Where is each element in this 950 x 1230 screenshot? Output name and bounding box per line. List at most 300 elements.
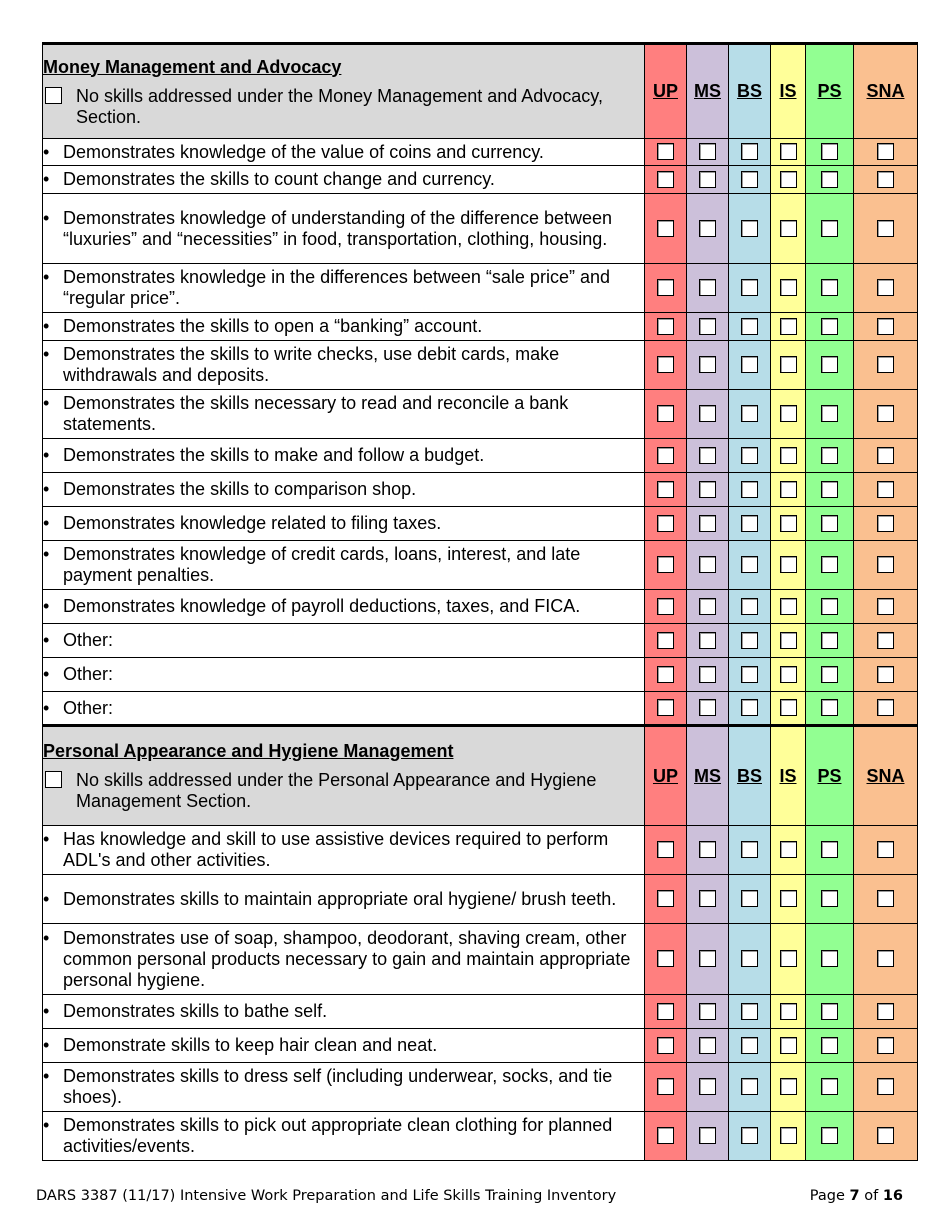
column-header-ps: PS <box>806 726 854 826</box>
skill-row <box>43 1029 918 1063</box>
rating-cell-is <box>771 1063 806 1112</box>
skill-description <box>43 264 645 313</box>
checkbox-ms[interactable] <box>699 666 716 683</box>
list-item <box>43 142 644 163</box>
checkbox-is[interactable] <box>780 171 797 188</box>
rating-cell-sna <box>854 390 918 439</box>
checkbox-is[interactable] <box>780 1078 797 1095</box>
rating-cell-is <box>771 924 806 995</box>
rating-cell-is <box>771 541 806 590</box>
skill-description <box>43 1112 645 1161</box>
checkbox-sna[interactable] <box>877 841 894 858</box>
checkbox-is[interactable] <box>780 1037 797 1054</box>
rating-cell-sna <box>854 924 918 995</box>
rating-cell-sna <box>854 1112 918 1161</box>
checkbox-ms[interactable] <box>699 556 716 573</box>
skill-description <box>43 924 645 995</box>
rating-cell-ms <box>687 1112 729 1161</box>
skill-row <box>43 624 918 658</box>
list-item <box>43 1001 644 1022</box>
checkbox-up[interactable] <box>657 1003 674 1020</box>
skill-row <box>43 166 918 194</box>
rating-cell-sna <box>854 1029 918 1063</box>
checkbox-is[interactable] <box>780 890 797 907</box>
rating-cell-is <box>771 692 806 726</box>
skill-description <box>43 1029 645 1063</box>
checkbox-ps[interactable] <box>821 405 838 422</box>
checkbox-up[interactable] <box>657 890 674 907</box>
checkbox-bs[interactable] <box>741 447 758 464</box>
rating-cell-up <box>645 166 687 194</box>
checkbox-ps[interactable] <box>821 447 838 464</box>
checkbox-ps[interactable] <box>821 841 838 858</box>
rating-cell-bs <box>729 473 771 507</box>
checkbox-bs[interactable] <box>741 515 758 532</box>
bullet: • <box>43 344 50 364</box>
rating-cell-up <box>645 341 687 390</box>
checkbox-sna[interactable] <box>877 1078 894 1095</box>
checkbox-ms[interactable] <box>699 447 716 464</box>
list-item <box>43 479 644 500</box>
checkbox-ps[interactable] <box>821 598 838 615</box>
checkbox-sna[interactable] <box>877 1127 894 1144</box>
checkbox-up[interactable] <box>657 1078 674 1095</box>
checkbox-sna[interactable] <box>877 405 894 422</box>
no-skills-label: No skills addressed under the Money Management and Advocacy, Section. <box>76 85 603 127</box>
checkbox-ps[interactable] <box>821 356 838 373</box>
checkbox-sna[interactable] <box>877 699 894 716</box>
section-header-row <box>43 44 918 139</box>
checkbox-ps[interactable] <box>821 220 838 237</box>
list-item <box>43 1035 644 1056</box>
checkbox-up[interactable] <box>657 1127 674 1144</box>
rating-cell-ms <box>687 264 729 313</box>
skill-text: Demonstrates skills to pick out appropriate clean clothing for planned activities/events. <box>63 1115 613 1156</box>
skill-row <box>43 507 918 541</box>
rating-cell-bs <box>729 390 771 439</box>
skill-description <box>43 473 645 507</box>
checkbox-is[interactable] <box>780 356 797 373</box>
skill-row <box>43 194 918 264</box>
checkbox-up[interactable] <box>657 447 674 464</box>
checkbox-is[interactable] <box>780 950 797 967</box>
checkbox-bs[interactable] <box>741 666 758 683</box>
skill-text: Demonstrates knowledge of credit cards, loans, interest, and late payment penalties. <box>63 544 581 585</box>
rating-cell-sna <box>854 875 918 924</box>
skill-row <box>43 264 918 313</box>
no-skills-checkbox[interactable] <box>45 771 62 788</box>
rating-cell-ps <box>806 139 854 166</box>
checkbox-is[interactable] <box>780 841 797 858</box>
checkbox-is[interactable] <box>780 666 797 683</box>
skill-text: Demonstrates skills to maintain appropriate oral hygiene/ brush teeth. <box>63 888 617 909</box>
rating-cell-bs <box>729 692 771 726</box>
checkbox-ps[interactable] <box>821 890 838 907</box>
checkbox-sna[interactable] <box>877 220 894 237</box>
checkbox-ms[interactable] <box>699 405 716 422</box>
rating-cell-sna <box>854 624 918 658</box>
rating-cell-ms <box>687 341 729 390</box>
rating-cell-bs <box>729 166 771 194</box>
checkbox-sna[interactable] <box>877 171 894 188</box>
checkbox-ps[interactable] <box>821 1037 838 1054</box>
rating-cell-is <box>771 166 806 194</box>
rating-cell-ms <box>687 658 729 692</box>
rating-cell-ms <box>687 875 729 924</box>
checkbox-ps[interactable] <box>821 1078 838 1095</box>
bullet: • <box>43 630 50 650</box>
checkbox-sna[interactable] <box>877 515 894 532</box>
rating-cell-is <box>771 341 806 390</box>
checkbox-ps[interactable] <box>821 699 838 716</box>
rating-cell-sna <box>854 166 918 194</box>
bullet: • <box>43 544 50 564</box>
rating-cell-ps <box>806 166 854 194</box>
checkbox-up[interactable] <box>657 171 674 188</box>
checkbox-up[interactable] <box>657 356 674 373</box>
checkbox-sna[interactable] <box>877 950 894 967</box>
checkbox-ms[interactable] <box>699 1078 716 1095</box>
section-header <box>43 726 645 826</box>
checkbox-bs[interactable] <box>741 890 758 907</box>
skill-description <box>43 507 645 541</box>
checkbox-ps[interactable] <box>821 481 838 498</box>
checkbox-bs[interactable] <box>741 556 758 573</box>
checkbox-ms[interactable] <box>699 515 716 532</box>
rating-cell-is <box>771 995 806 1029</box>
rating-cell-ps <box>806 590 854 624</box>
skill-description <box>43 166 645 194</box>
bullet: • <box>43 1066 50 1086</box>
checkbox-is[interactable] <box>780 632 797 649</box>
checkbox-sna[interactable] <box>877 1037 894 1054</box>
no-skills-checkbox[interactable] <box>45 87 62 104</box>
checkbox-is[interactable] <box>780 556 797 573</box>
section-header <box>43 44 645 139</box>
skill-description <box>43 875 645 924</box>
rating-cell-ms <box>687 924 729 995</box>
rating-cell-bs <box>729 624 771 658</box>
list-item <box>43 829 644 871</box>
list-item <box>43 544 644 586</box>
list-item <box>43 169 644 190</box>
checkbox-bs[interactable] <box>741 950 758 967</box>
checkbox-sna[interactable] <box>877 666 894 683</box>
checkbox-up[interactable] <box>657 841 674 858</box>
rating-cell-ms <box>687 541 729 590</box>
rating-cell-ps <box>806 1112 854 1161</box>
checkbox-ms[interactable] <box>699 481 716 498</box>
checkbox-bs[interactable] <box>741 220 758 237</box>
checkbox-ps[interactable] <box>821 950 838 967</box>
skill-description <box>43 341 645 390</box>
bullet: • <box>43 1115 50 1135</box>
checkbox-up[interactable] <box>657 598 674 615</box>
checkbox-is[interactable] <box>780 699 797 716</box>
checkbox-sna[interactable] <box>877 890 894 907</box>
rating-cell-up <box>645 390 687 439</box>
checkbox-ps[interactable] <box>821 1003 838 1020</box>
rating-cell-ms <box>687 313 729 341</box>
rating-cell-ps <box>806 1029 854 1063</box>
checkbox-ps[interactable] <box>821 515 838 532</box>
rating-cell-up <box>645 692 687 726</box>
checkbox-ms[interactable] <box>699 143 716 160</box>
skill-description <box>43 439 645 473</box>
checkbox-ps[interactable] <box>821 143 838 160</box>
rating-cell-up <box>645 313 687 341</box>
checkbox-bs[interactable] <box>741 481 758 498</box>
checkbox-ms[interactable] <box>699 356 716 373</box>
checkbox-ms[interactable] <box>699 841 716 858</box>
rating-cell-ms <box>687 139 729 166</box>
rating-cell-sna <box>854 439 918 473</box>
checkbox-ps[interactable] <box>821 279 838 296</box>
rating-cell-ps <box>806 995 854 1029</box>
checkbox-sna[interactable] <box>877 598 894 615</box>
skill-text: Demonstrates knowledge of payroll deductions, taxes, and FICA. <box>63 596 581 616</box>
rating-cell-up <box>645 995 687 1029</box>
checkbox-is[interactable] <box>780 143 797 160</box>
skill-text: Demonstrates the skills to make and follow a budget. <box>63 445 485 465</box>
rating-cell-ps <box>806 924 854 995</box>
inventory-table <box>42 42 918 1161</box>
rating-cell-up <box>645 139 687 166</box>
rating-cell-bs <box>729 590 771 624</box>
checkbox-sna[interactable] <box>877 481 894 498</box>
checkbox-sna[interactable] <box>877 143 894 160</box>
checkbox-ms[interactable] <box>699 890 716 907</box>
rating-cell-up <box>645 439 687 473</box>
checkbox-bs[interactable] <box>741 699 758 716</box>
list-item <box>43 1066 644 1108</box>
checkbox-ms[interactable] <box>699 1003 716 1020</box>
column-header-sna: SNA <box>854 44 918 139</box>
skill-description <box>43 313 645 341</box>
bullet: • <box>43 445 50 465</box>
rating-cell-sna <box>854 313 918 341</box>
checkbox-ps[interactable] <box>821 1127 838 1144</box>
checkbox-up[interactable] <box>657 220 674 237</box>
checkbox-bs[interactable] <box>741 1003 758 1020</box>
checkbox-is[interactable] <box>780 1003 797 1020</box>
rating-cell-bs <box>729 1029 771 1063</box>
checkbox-up[interactable] <box>657 515 674 532</box>
checkbox-ms[interactable] <box>699 1037 716 1054</box>
footer-form-id: DARS 3387 (11/17) Intensive Work Preparation and Life Skills Training Inventory <box>36 1188 617 1204</box>
checkbox-bs[interactable] <box>741 143 758 160</box>
skill-row <box>43 139 918 166</box>
rating-cell-sna <box>854 194 918 264</box>
bullet: • <box>43 479 50 499</box>
rating-cell-ms <box>687 995 729 1029</box>
checkbox-bs[interactable] <box>741 1127 758 1144</box>
checkbox-up[interactable] <box>657 632 674 649</box>
rating-cell-ms <box>687 1063 729 1112</box>
checkbox-sna[interactable] <box>877 356 894 373</box>
list-item <box>43 1115 644 1157</box>
section-title: Personal Appearance and Hygiene Management <box>43 741 454 761</box>
checkbox-is[interactable] <box>780 515 797 532</box>
rating-cell-ps <box>806 692 854 726</box>
checkbox-ms[interactable] <box>699 699 716 716</box>
rating-cell-sna <box>854 692 918 726</box>
rating-cell-ps <box>806 624 854 658</box>
no-skills-row <box>43 770 644 812</box>
checkbox-up[interactable] <box>657 950 674 967</box>
skill-row <box>43 473 918 507</box>
checkbox-sna[interactable] <box>877 447 894 464</box>
rating-cell-bs <box>729 507 771 541</box>
checkbox-ms[interactable] <box>699 220 716 237</box>
checkbox-up[interactable] <box>657 481 674 498</box>
rating-cell-ps <box>806 194 854 264</box>
skill-row <box>43 341 918 390</box>
rating-cell-ps <box>806 875 854 924</box>
checkbox-ps[interactable] <box>821 556 838 573</box>
list-item <box>43 267 644 309</box>
no-skills-label: No skills addressed under the Personal Appearance and Hygiene Management Section. <box>76 770 597 811</box>
rating-cell-bs <box>729 1063 771 1112</box>
checkbox-up[interactable] <box>657 405 674 422</box>
skill-description <box>43 590 645 624</box>
bullet: • <box>43 888 50 909</box>
skill-row <box>43 995 918 1029</box>
rating-cell-up <box>645 541 687 590</box>
checkbox-is[interactable] <box>780 279 797 296</box>
checkbox-bs[interactable] <box>741 632 758 649</box>
list-item <box>43 596 644 617</box>
checkbox-sna[interactable] <box>877 279 894 296</box>
checkbox-up[interactable] <box>657 279 674 296</box>
rating-cell-up <box>645 1112 687 1161</box>
checkbox-bs[interactable] <box>741 1037 758 1054</box>
checkbox-is[interactable] <box>780 220 797 237</box>
skill-row <box>43 590 918 624</box>
checkbox-ms[interactable] <box>699 632 716 649</box>
bullet: • <box>43 1035 50 1055</box>
rating-cell-sna <box>854 826 918 875</box>
checkbox-ms[interactable] <box>699 171 716 188</box>
checkbox-is[interactable] <box>780 447 797 464</box>
rating-cell-ps <box>806 439 854 473</box>
checkbox-up[interactable] <box>657 699 674 716</box>
checkbox-is[interactable] <box>780 405 797 422</box>
checkbox-bs[interactable] <box>741 318 758 335</box>
checkbox-is[interactable] <box>780 598 797 615</box>
skill-description <box>43 194 645 264</box>
checkbox-bs[interactable] <box>741 1078 758 1095</box>
rating-cell-bs <box>729 1112 771 1161</box>
skill-text: Demonstrates the skills to write checks, use debit cards, make withdrawals and deposits. <box>63 344 560 385</box>
checkbox-up[interactable] <box>657 318 674 335</box>
rating-cell-up <box>645 624 687 658</box>
skill-text: Demonstrates the skills to open a “banking” account. <box>63 316 483 336</box>
checkbox-ms[interactable] <box>699 318 716 335</box>
skill-text: Other: <box>63 697 114 718</box>
skill-row <box>43 875 918 924</box>
rating-cell-ps <box>806 1063 854 1112</box>
checkbox-is[interactable] <box>780 318 797 335</box>
rating-cell-is <box>771 1112 806 1161</box>
skill-text: Demonstrate skills to keep hair clean and neat. <box>63 1035 438 1055</box>
checkbox-ps[interactable] <box>821 171 838 188</box>
checkbox-sna[interactable] <box>877 632 894 649</box>
rating-cell-bs <box>729 139 771 166</box>
skill-description <box>43 826 645 875</box>
bullet: • <box>43 664 50 684</box>
checkbox-up[interactable] <box>657 1037 674 1054</box>
rating-cell-bs <box>729 924 771 995</box>
bullet: • <box>43 267 50 287</box>
checkbox-ps[interactable] <box>821 318 838 335</box>
rating-cell-sna <box>854 590 918 624</box>
bullet: • <box>43 393 50 413</box>
checkbox-ms[interactable] <box>699 1127 716 1144</box>
skill-row <box>43 313 918 341</box>
rating-cell-ps <box>806 341 854 390</box>
checkbox-sna[interactable] <box>877 318 894 335</box>
checkbox-is[interactable] <box>780 1127 797 1144</box>
rating-cell-ms <box>687 826 729 875</box>
checkbox-bs[interactable] <box>741 405 758 422</box>
checkbox-bs[interactable] <box>741 279 758 296</box>
checkbox-up[interactable] <box>657 143 674 160</box>
skill-text: Demonstrates the skills necessary to read and reconcile a bank statements. <box>63 393 569 434</box>
checkbox-up[interactable] <box>657 666 674 683</box>
checkbox-ms[interactable] <box>699 279 716 296</box>
rating-cell-bs <box>729 264 771 313</box>
rating-cell-sna <box>854 1063 918 1112</box>
bullet: • <box>43 697 50 718</box>
checkbox-ps[interactable] <box>821 632 838 649</box>
rating-cell-is <box>771 313 806 341</box>
checkbox-up[interactable] <box>657 556 674 573</box>
checkbox-is[interactable] <box>780 481 797 498</box>
rating-cell-ps <box>806 313 854 341</box>
checkbox-ms[interactable] <box>699 598 716 615</box>
skill-description <box>43 1063 645 1112</box>
checkbox-sna[interactable] <box>877 556 894 573</box>
skill-text: Demonstrates the skills to count change and currency. <box>63 169 495 189</box>
skill-description <box>43 692 645 726</box>
skill-row <box>43 924 918 995</box>
rating-cell-ps <box>806 473 854 507</box>
list-item <box>43 316 644 337</box>
skill-row <box>43 692 918 726</box>
checkbox-ps[interactable] <box>821 666 838 683</box>
rating-cell-ms <box>687 194 729 264</box>
rating-cell-is <box>771 507 806 541</box>
rating-cell-up <box>645 507 687 541</box>
checkbox-sna[interactable] <box>877 1003 894 1020</box>
checkbox-bs[interactable] <box>741 841 758 858</box>
skill-description <box>43 541 645 590</box>
checkbox-bs[interactable] <box>741 598 758 615</box>
skill-text: Demonstrates knowledge of understanding of the difference between “luxuries” and “necessities” in food, transportation, clothing, housing. <box>63 207 613 249</box>
rating-cell-is <box>771 473 806 507</box>
bullet: • <box>43 316 50 336</box>
checkbox-bs[interactable] <box>741 356 758 373</box>
rating-cell-sna <box>854 995 918 1029</box>
rating-cell-ps <box>806 507 854 541</box>
rating-cell-bs <box>729 875 771 924</box>
list-item <box>43 630 644 651</box>
rating-cell-bs <box>729 194 771 264</box>
checkbox-bs[interactable] <box>741 171 758 188</box>
checkbox-ms[interactable] <box>699 950 716 967</box>
rating-cell-ms <box>687 473 729 507</box>
